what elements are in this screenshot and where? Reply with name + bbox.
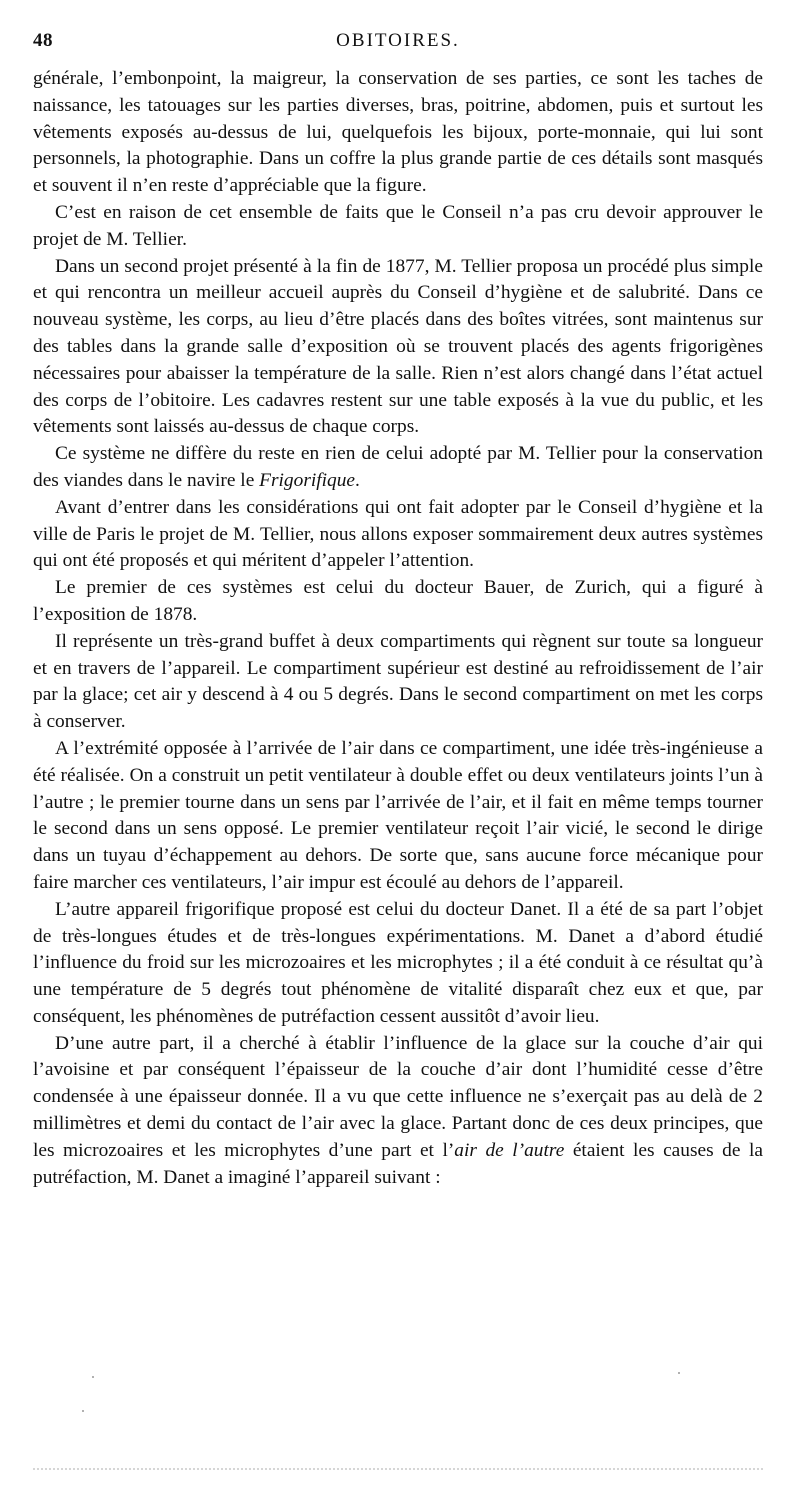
paragraph: Dans un second projet présenté à la fin de 1877, M. Tellier proposa un procédé plus simple et qui rencontra un meilleur accueil auprès du Conseil d’hygiène et de salubrité. Dans ce nouveau système, les corps, au lieu d’être placés dans des boîtes vitrées, sont maintenus sur des tables dans la grande salle d’exposition où se trouvent placés des agents frigorigènes nécessaires pour abaisser la température de la salle. Rien n’est alors changé dans l’état actuel des corps de l’obitoire. Les cadavres restent sur une table exposés à la vue du public, et les vêtements sont laissés au-dessus de chaque corps. [33,255,763,438]
book-page [33,30,763,1191]
running-head: OBITOIRES. [336,30,460,51]
paragraph: Il représente un très-grand buffet à deux compartiments qui règnent sur toute sa longueur et en travers de l’appareil. Le compartiment supérieur est destiné au refroidissement de l’air par la glace; cet air y descend à 4 ou 5 degrés. Dans le second compartiment on met les corps à conserver. [33,630,763,733]
paragraph: C’est en raison de cet ensemble de faits que le Conseil n’a pas cru devoir approuver le projet de M. Tellier. [33,201,763,250]
scan-speck [92,1376,94,1378]
paragraph: générale, l’embonpoint, la maigreur, la conservation de ses parties, ce sont les taches de naissance, les tatouages sur les parties diverses, bras, poitrine, abdomen, puis et surtout les vêtements exposés au-dessus de lui, quelquefois les bijoux, porte-monnaie, qui lui sont personnels, la photographie. Dans un coffre la plus grande partie de ces détails sont masqués et souvent il n’en reste d’appréciable que la figure. [33,68,763,197]
paragraph: Ce système ne diffère du reste en rien de celui adopté par M. Tellier pour la conservation des viandes dans le navire le Frigorifique. [33,443,763,491]
bleed-through-line [33,1468,763,1474]
page-number: 48 [33,30,53,51]
paragraph: L’autre appareil frigorifique proposé est celui du docteur Danet. Il a été de sa part l’objet de très-longues études et de très-longues expérimentations. M. Danet a d’abord étudié l’influence du froid sur les microzoaires et les microphytes ; il a été conduit à ce résultat qu’à une température de 5 degrés tout phénomène de vitalité disparaît chez eux et que, par conséquent, les phénomènes de putréfaction cessent aussitôt d’avoir lieu. [33,898,763,1027]
scan-speck [82,1410,84,1412]
paragraph: Le premier de ces systèmes est celui du docteur Bauer, de Zurich, qui a figuré à l’exposition de 1878. [33,577,763,625]
italic-term: Frigorifique [259,469,356,491]
body-text [33,66,763,1191]
paragraph: A l’extrémité opposée à l’arrivée de l’air dans ce compartiment, une idée très-ingénieuse a été réalisée. On a construit un petit ventilateur à double effet ou deux ventilateurs joints l’un à l’autre ; le premier tourne dans un sens par l’arrivée de l’air, et il fait en même temps tourner le second dans un sens opposé. Le premier ventilateur reçoit l’air vicié, le second le dirige dans un tuyau d’échappement au dehors. De sorte que, sans aucune force mécanique pour faire marcher ces ventilateurs, l’air impur est écoulé au dehors de l’appareil. [33,737,763,893]
scan-speck [678,1372,680,1374]
italic-term: air de l’autre [454,1139,565,1161]
page-header [33,30,763,58]
paragraph: D’une autre part, il a cherché à établir l’influence de la glace sur la couche d’air qui l’avoisine et par conséquent l’épaisseur de la couche d’air dont l’humidité cesse d’être condensée à une épaisseur donnée. Il a vu que cette influence ne s’exerçait pas au delà de 2 millimètres et demi du contact de l’air avec la glace. Partant donc de ces deux principes, que les microzoaires et les microphytes d’une part et l’air de l’autre étaient les causes de la putréfaction, M. Danet a imaginé l’appareil suivant : [33,1032,763,1188]
paragraph: Avant d’entrer dans les considérations qui ont fait adopter par le Conseil d’hygiène et la ville de Paris le projet de M. Tellier, nous allons exposer sommairement deux autres systèmes qui ont été proposés et qui méritent d’appeler l’attention. [33,496,763,572]
